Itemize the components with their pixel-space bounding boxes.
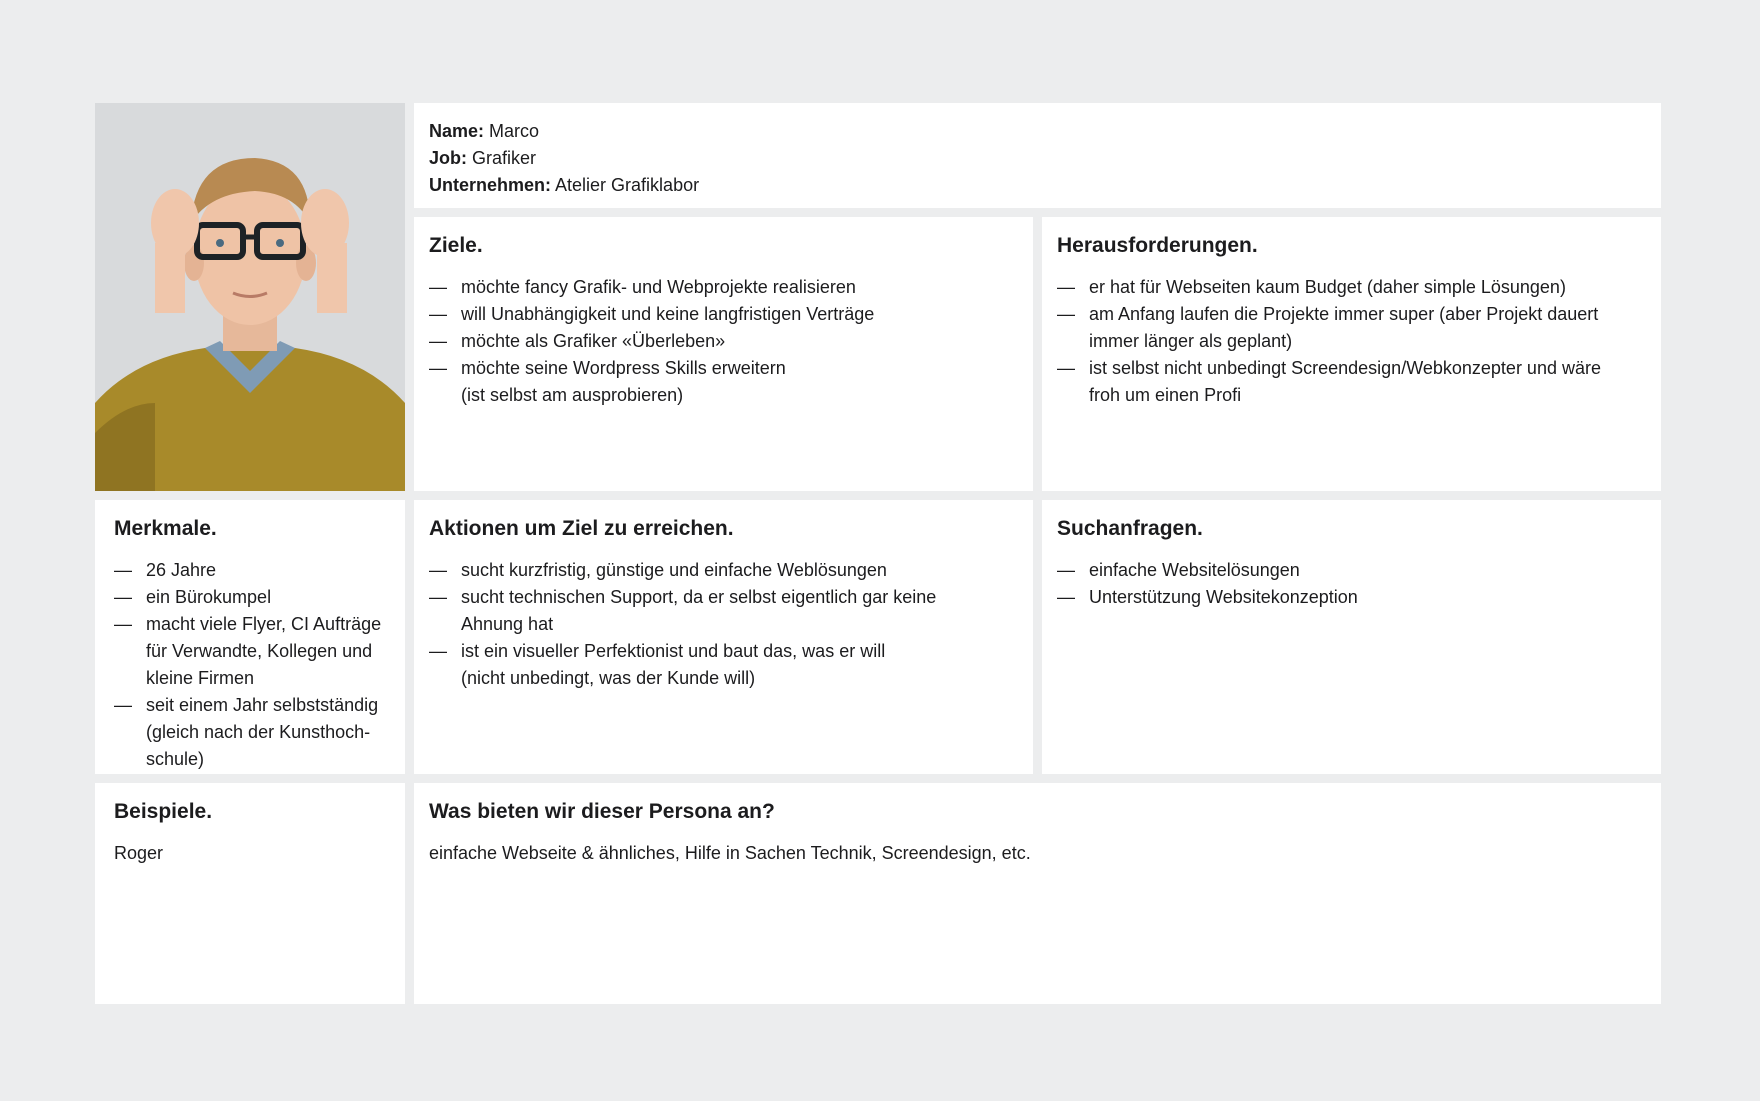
list-item xyxy=(429,557,1018,584)
goals-list xyxy=(429,274,1018,409)
list-item-line: — will Unabhängigkeit und keine langfristigen Verträge xyxy=(461,304,875,324)
name-value: Marco xyxy=(489,121,540,141)
traits-list xyxy=(114,557,390,773)
traits-title: Merkmale. xyxy=(114,517,217,540)
offer-text: einfache Webseite & ähnliches, Hilfe in Sachen Technik, Screendesign, etc. xyxy=(429,843,1031,863)
list-item-line: (nicht unbedingt, was der Kunde will) xyxy=(461,668,756,688)
name-line xyxy=(429,118,1646,145)
examples-text: Roger xyxy=(114,843,164,863)
list-item-line: — ist ein visueller Perfektionist und baut das, was er will xyxy=(461,641,886,661)
list-item-line: (gleich nach der Kunsthoch- xyxy=(146,722,371,742)
job-line xyxy=(429,145,1646,172)
list-item-line: — sucht technischen Support, da er selbst eigentlich gar keine xyxy=(461,587,937,607)
examples-title: Beispiele. xyxy=(114,800,213,823)
list-item xyxy=(114,584,390,611)
persona-board xyxy=(95,103,1661,1004)
persona-photo xyxy=(95,103,405,491)
search-queries-title: Suchanfragen. xyxy=(1057,517,1203,540)
company-line xyxy=(429,172,1646,199)
list-item xyxy=(114,557,390,584)
list-item-line: — 26 Jahre xyxy=(146,560,217,580)
list-item-line: — ein Bürokumpel xyxy=(146,587,272,607)
actions-title: Aktionen um Ziel zu erreichen. xyxy=(429,517,734,540)
list-item xyxy=(114,611,390,692)
offer-card xyxy=(414,783,1661,1004)
list-item-line: — ist selbst nicht unbedingt Screendesign/Webkonzepter und wäre xyxy=(1089,358,1601,378)
list-item-line: froh um einen Profi xyxy=(1089,385,1242,405)
list-item-line: für Verwandte, Kollegen und xyxy=(146,641,373,661)
challenges-card xyxy=(1042,217,1661,491)
list-item-line: kleine Firmen xyxy=(146,668,255,688)
list-item-line: — möchte seine Wordpress Skills erweitern xyxy=(461,358,786,378)
list-item-line: — möchte als Grafiker «Überleben» xyxy=(461,331,726,351)
company-value: Atelier Grafiklabor xyxy=(555,175,700,195)
list-item-line: — macht viele Flyer, CI Aufträge xyxy=(146,614,382,634)
challenges-list xyxy=(1057,274,1646,409)
challenges-title: Herausforderungen. xyxy=(1057,234,1258,257)
list-item xyxy=(429,638,1018,692)
list-item xyxy=(114,692,390,773)
goals-title: Ziele. xyxy=(429,234,483,257)
name-label: Name: xyxy=(429,121,485,141)
examples-card xyxy=(95,783,405,1004)
search-queries-list xyxy=(1057,557,1646,611)
actions-card xyxy=(414,500,1033,774)
list-item-line: — Unterstützung Websitekonzeption xyxy=(1089,587,1358,607)
job-value: Grafiker xyxy=(472,148,537,168)
search-queries-card xyxy=(1042,500,1661,774)
actions-list xyxy=(429,557,1018,692)
list-item xyxy=(1057,274,1646,301)
list-item xyxy=(1057,557,1646,584)
list-item-line: Ahnung hat xyxy=(461,614,554,634)
list-item-line: — seit einem Jahr selbstständig xyxy=(146,695,379,715)
list-item xyxy=(429,355,1018,409)
list-item xyxy=(1057,355,1646,409)
list-item-line: — sucht kurzfristig, günstige und einfache Weblösungen xyxy=(461,560,887,580)
list-item-line: immer länger als geplant) xyxy=(1089,331,1293,351)
job-label: Job: xyxy=(429,148,467,168)
list-item xyxy=(1057,301,1646,355)
list-item-line: (ist selbst am ausprobieren) xyxy=(461,385,684,405)
list-item xyxy=(429,274,1018,301)
goals-card xyxy=(414,217,1033,491)
persona-info xyxy=(414,103,1661,208)
list-item-line: — er hat für Webseiten kaum Budget (daher simple Lösungen) xyxy=(1089,277,1566,297)
list-item xyxy=(1057,584,1646,611)
company-label: Unternehmen: xyxy=(429,175,552,195)
list-item xyxy=(429,584,1018,638)
list-item-line: — möchte fancy Grafik- und Webprojekte realisieren xyxy=(461,277,856,297)
portrait-image xyxy=(95,103,405,491)
list-item xyxy=(429,328,1018,355)
list-item-line: schule) xyxy=(146,749,205,769)
traits-card xyxy=(95,500,405,774)
list-item xyxy=(429,301,1018,328)
list-item-line: — einfache Websitelösungen xyxy=(1089,560,1300,580)
offer-title: Was bieten wir dieser Persona an? xyxy=(429,800,775,823)
list-item-line: — am Anfang laufen die Projekte immer super (aber Projekt dauert xyxy=(1089,304,1599,324)
